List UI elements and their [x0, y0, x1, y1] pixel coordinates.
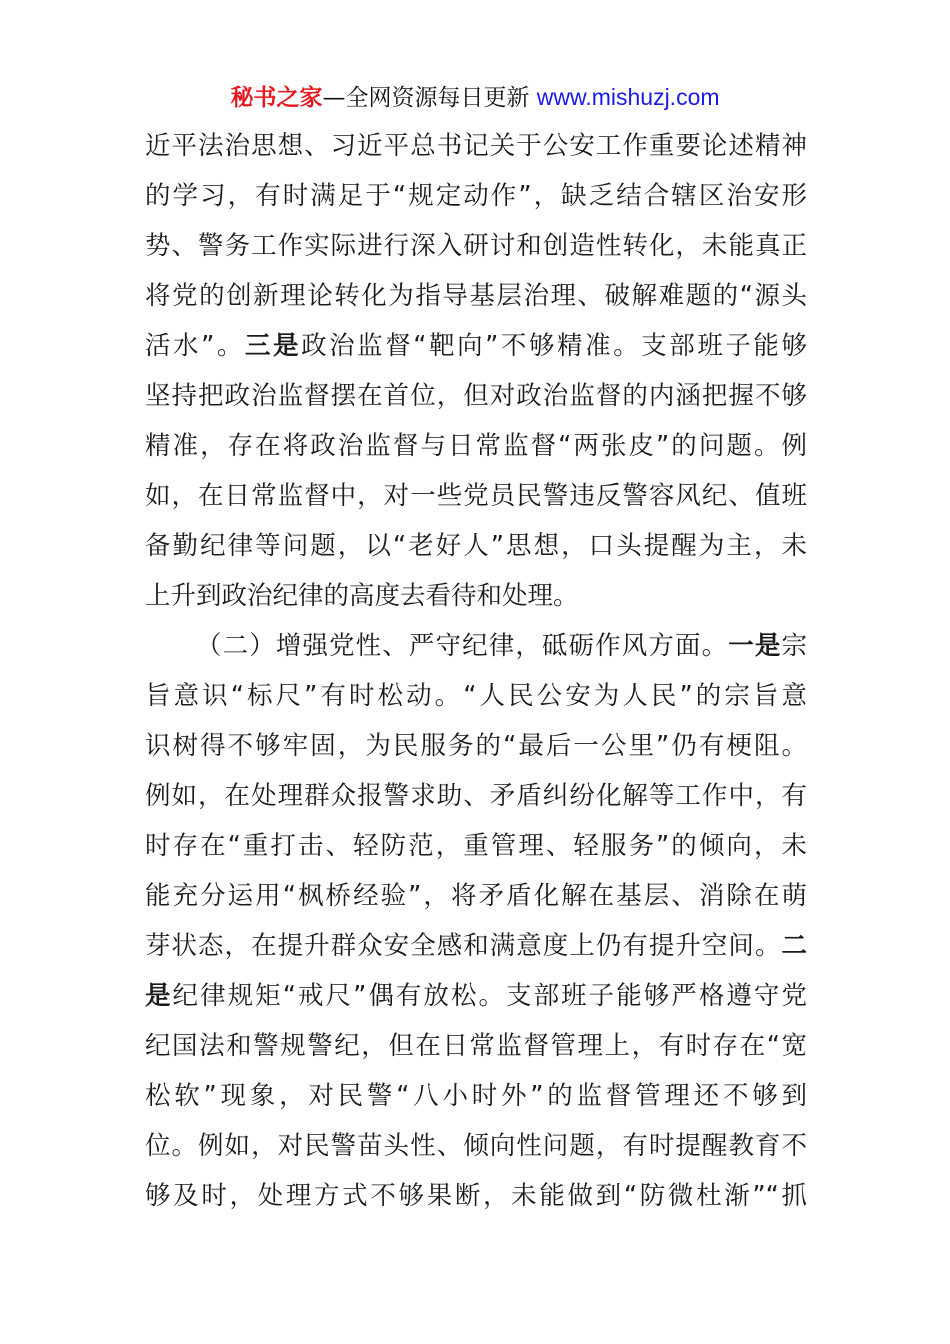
bold-marker: 是	[145, 981, 173, 1011]
site-tagline: —全网资源每日更新	[322, 85, 537, 111]
text-line: 例如，在处理群众报警求助、矛盾纠纷化解等工作中，有	[145, 781, 807, 811]
text-line: 上升到政治纪律的高度去看待和处理。	[145, 581, 579, 611]
bold-marker: 三是	[244, 331, 302, 361]
section-heading-line: （二）增强党性、严守纪律，砥砺作风方面。一是宗	[196, 631, 807, 661]
bold-marker: 二	[781, 931, 807, 961]
text-line: 的学习，有时满足于“规定动作”，缺乏结合辖区治安形	[145, 181, 807, 211]
bold-marker: 一是	[728, 631, 782, 661]
text-line: 坚持把政治监督摆在首位，但对政治监督的内涵把握不够	[145, 381, 807, 411]
text-line: 精准，存在将政治监督与日常监督“两张皮”的问题。例	[145, 431, 807, 461]
text-line: 能充分运用“枫桥经验”，将矛盾化解在基层、消除在萌	[145, 881, 807, 911]
text-line: 位。例如，对民警苗头性、倾向性问题，有时提醒教育不	[145, 1131, 807, 1161]
document-body	[145, 121, 807, 1221]
text-line: 旨意识“标尺”有时松动。“人民公安为人民”的宗旨意	[145, 681, 807, 711]
site-brand: 秘书之家	[230, 85, 323, 111]
text-line: 势、警务工作实际进行深入研讨和创造性转化，未能真正	[145, 231, 807, 261]
text-line: 识树得不够牢固，为民服务的“最后一公里”仍有梗阻。	[145, 731, 807, 761]
text-line: 如，在日常监督中，对一些党员民警违反警容风纪、值班	[145, 481, 807, 511]
site-header	[0, 80, 950, 115]
text-line: 是纪律规矩“戒尺”偶有放松。支部班子能够严格遵守党	[145, 981, 807, 1011]
site-url-link[interactable]: www.mishuzj.com	[536, 84, 720, 110]
text-line: 纪国法和警规警纪，但在日常监督管理上，有时存在“宽	[145, 1031, 807, 1061]
text-line: 活水”。三是政治监督“靶向”不够精准。支部班子能够	[145, 331, 807, 361]
text-line: 备勤纪律等问题，以“老好人”思想，口头提醒为主，未	[145, 531, 807, 561]
text-line: 够及时，处理方式不够果断，未能做到“防微杜渐”“抓	[145, 1181, 807, 1211]
text-line: 将党的创新理论转化为指导基层治理、破解难题的“源头	[145, 281, 807, 311]
text-line: 松软”现象，对民警“八小时外”的监督管理还不够到	[145, 1081, 807, 1111]
text-line: 时存在“重打击、轻防范，重管理、轻服务”的倾向，未	[145, 831, 807, 861]
text-line: 近平法治思想、习近平总书记关于公安工作重要论述精神	[145, 131, 807, 161]
text-line: 芽状态，在提升群众安全感和满意度上仍有提升空间。二	[145, 931, 807, 961]
